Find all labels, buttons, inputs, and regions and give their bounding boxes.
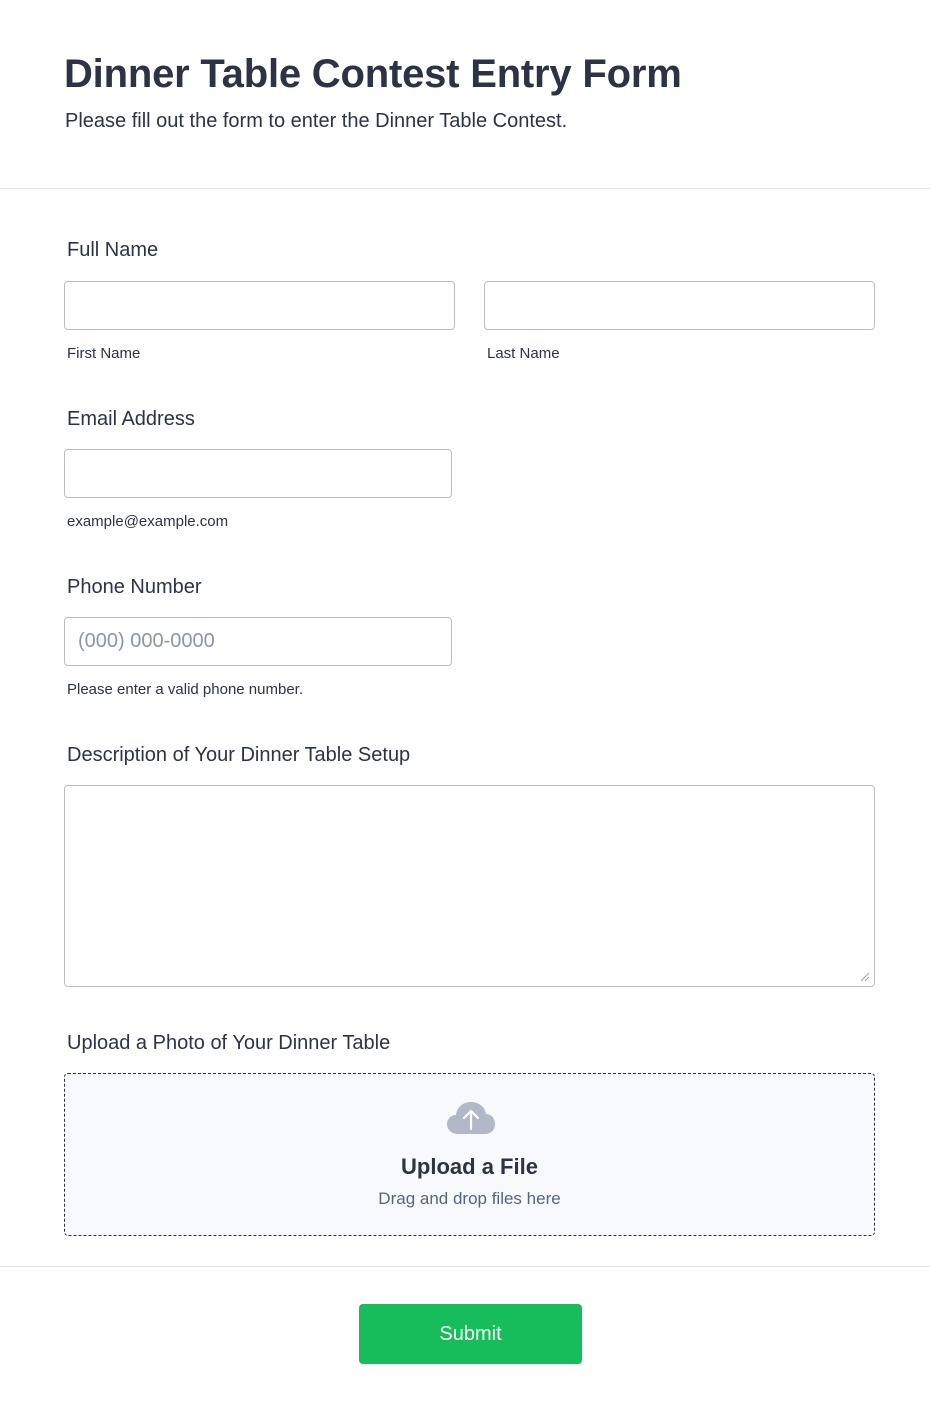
submit-button[interactable]: Submit xyxy=(359,1304,582,1364)
phone-label: Phone Number xyxy=(67,576,202,598)
last-name-sublabel: Last Name xyxy=(487,345,560,362)
upload-label: Upload a Photo of Your Dinner Table xyxy=(67,1032,391,1054)
form-title: Dinner Table Contest Entry Form xyxy=(64,52,682,96)
first-name-input[interactable] xyxy=(64,281,455,330)
full-name-label: Full Name xyxy=(67,239,159,261)
email-label: Email Address xyxy=(67,408,195,430)
file-upload-dropzone[interactable] xyxy=(64,1073,875,1236)
email-sublabel: example@example.com xyxy=(67,513,229,530)
footer-divider xyxy=(0,1266,930,1267)
description-textarea[interactable] xyxy=(64,785,875,987)
form-header xyxy=(0,0,930,189)
first-name-sublabel: First Name xyxy=(67,345,141,362)
email-input[interactable] xyxy=(64,449,452,498)
description-label: Description of Your Dinner Table Setup xyxy=(67,744,411,766)
resize-grip-icon[interactable] xyxy=(858,970,870,982)
upload-title: Upload a File xyxy=(401,1154,538,1179)
phone-input[interactable] xyxy=(64,617,452,666)
form-subtitle: Please fill out the form to enter the Dinner Table Contest. xyxy=(65,110,568,132)
upload-hint: Drag and drop files here xyxy=(378,1189,561,1208)
cloud-upload-icon xyxy=(446,1100,496,1136)
phone-sublabel: Please enter a valid phone number. xyxy=(67,681,303,698)
last-name-input[interactable] xyxy=(484,281,875,330)
